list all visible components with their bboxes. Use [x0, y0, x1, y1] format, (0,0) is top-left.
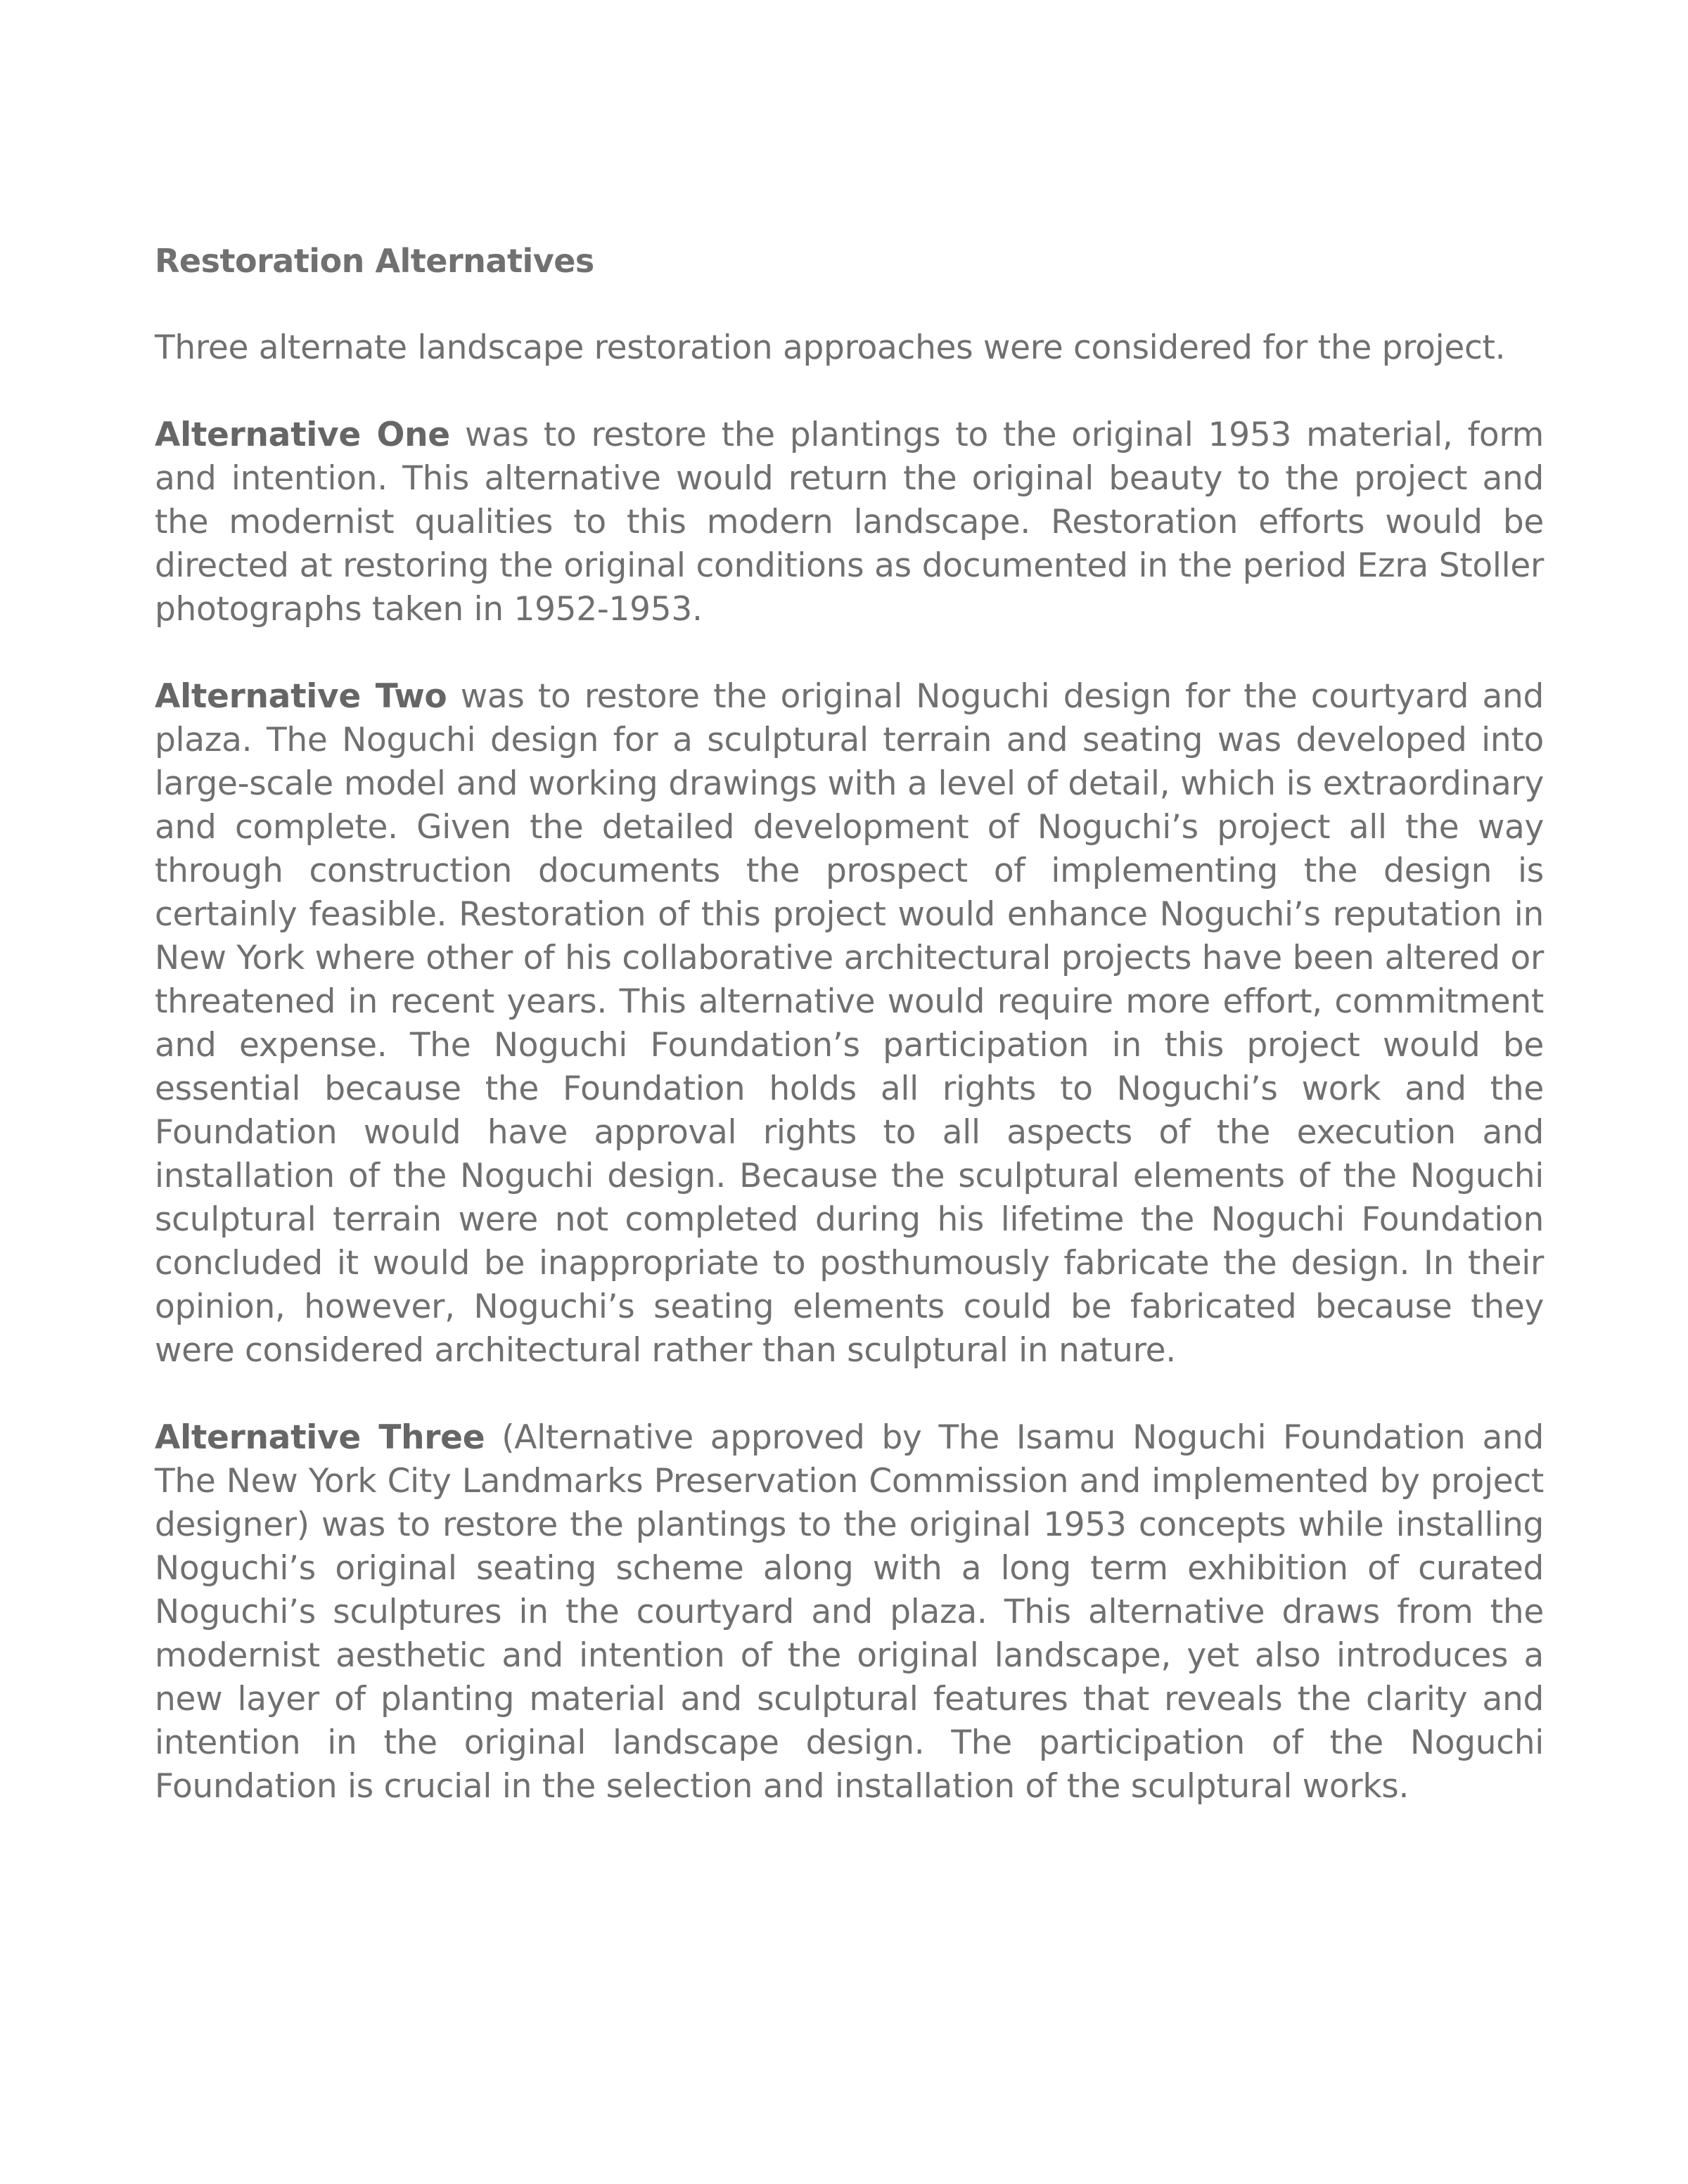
alternative-two-text: was to restore the original Noguchi design for the courtyard and plaza. The Noguchi design for a sculptural terrain and seating was developed into large-scale model and working drawings with a level of detail, which is extraordinary and complete. Given the detailed development of Noguchi’s project all the way through construction documents the prospect of implementing the design is certainly feasible. Restoration of this project would enhance Noguchi’s reputation in New York where other of his collaborative architectural projects have been altered or threatened in recent years. This alternative would require more effort, commitment and expense. The Noguchi Foundation’s participation in this project would be essential because the Foundation holds all rights to Noguchi’s work and the Foundation would have approval rights to all aspects of the execution and installation of the Noguchi design. Because the sculptural elements of the Noguchi sculptural terrain were not completed during his lifetime the Noguchi Foundation concluded it would be inappropriate to posthumously fabricate the design. In their opinion, however, Noguchi’s seating elements could be fabricated because they were considered architectural rather than sculptural in nature.: [155, 677, 1545, 1370]
section-heading: Restoration Alternatives: [155, 242, 594, 280]
alternative-one-text: was to restore the plantings to the original 1953 material, form and intention. This alternative would return the original beauty to the project and the modernist qualities to this modern landscape. Restoration efforts would be directed at restoring the original conditions as documented in the period Ezra Stoller photographs taken in 1952-1953.: [155, 416, 1544, 629]
intro-paragraph: Three alternate landscape restoration approaches were considered for the project.: [155, 328, 1506, 367]
alternative-three-text: (Alternative approved by The Isamu Noguchi Foundation and The New York City Landmarks Preservation Commission and implemented by project designer) was to restore the plantings to the original 1953 concepts while installing Noguchi’s original seating scheme along with a long term exhibition of curated Noguchi’s sculptures in the courtyard and plaza. This alternative draws from the modernist aesthetic and intention of the original landscape, yet also introduces a new layer of planting material and sculptural features that reveals the clarity and intention in the original landscape design. The participation of the Noguchi Foundation is crucial in the selection and installation of the sculptural works.: [155, 1418, 1544, 1806]
alternative-one-label: Alternative One: [155, 416, 450, 454]
alternative-two-paragraph: [155, 675, 1544, 1373]
alternative-three-label: Alternative Three: [155, 1418, 485, 1457]
alternative-one-paragraph: [155, 413, 1544, 631]
alternative-three-paragraph: [155, 1416, 1544, 1809]
document-page: [155, 239, 1544, 1852]
alternative-two-label: Alternative Two: [155, 677, 447, 716]
